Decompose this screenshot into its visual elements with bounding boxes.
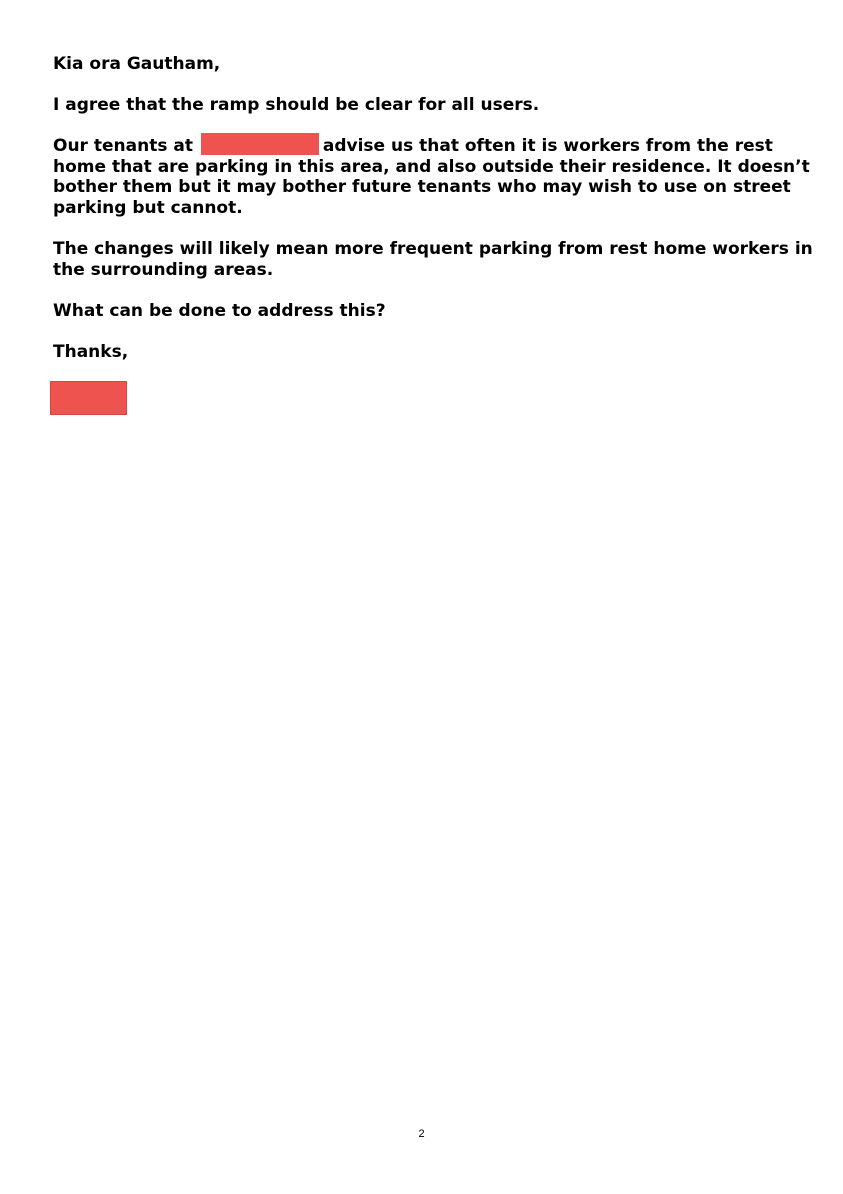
- paragraph-question: What can be done to address this?: [53, 301, 386, 321]
- tenants-text-start: Our tenants at: [53, 136, 193, 156]
- letter-signoff: Thanks,: [53, 342, 129, 362]
- redacted-address-block: [201, 133, 319, 155]
- page-number: 2: [418, 1128, 425, 1140]
- paragraph-parking-changes: The changes will likely mean more frequent parking from rest home workers in the surrounding areas.: [53, 239, 813, 280]
- redacted-signature-block: [50, 381, 127, 415]
- letter-greeting: Kia ora Gautham,: [53, 54, 221, 74]
- tenants-text-rest: advise us that often it is workers from the rest home that are parking in this area, and also outside their residence. It doesn’t bother them but it may bother future tenants who may wish to use on street parking but cannot.: [53, 136, 810, 218]
- paragraph-tenants: [53, 136, 813, 218]
- paragraph-ramp-agreement: I agree that the ramp should be clear for all users.: [53, 95, 540, 115]
